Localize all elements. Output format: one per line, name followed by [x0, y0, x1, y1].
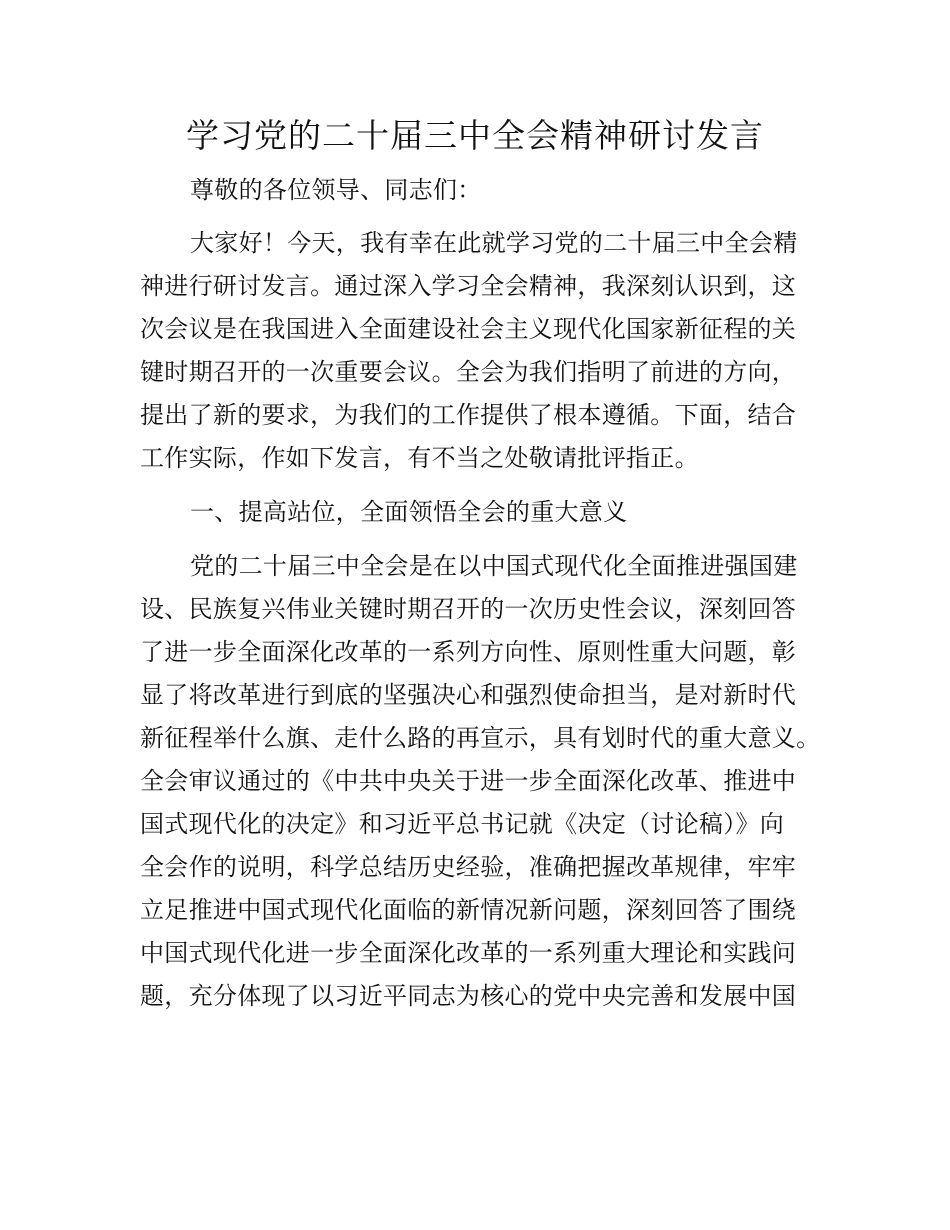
- paragraph-line: 神进行研讨发言。通过深入学习全会精神，我深刻认识到，这: [140, 272, 797, 300]
- paragraph-line: 中国式现代化进一步全面深化改革的一系列重大理论和实践问: [140, 939, 797, 967]
- paragraph-line: 党的二十届三中全会是在以中国式现代化全面推进强国建: [190, 552, 798, 580]
- paragraph-line: 大家好！今天，我有幸在此就学习党的二十届三中全会精: [190, 229, 798, 257]
- paragraph-line: 全会作的说明，科学总结历史经验，准确把握改革规律，牢牢: [140, 853, 797, 881]
- paragraph-line: 次会议是在我国进入全面建设社会主义现代化国家新征程的关: [140, 315, 797, 343]
- paragraph-line: 了进一步全面深化改革的一系列方向性、原则性重大问题，彰: [140, 638, 797, 666]
- paragraph-line: 国式现代化的决定》和习近平总书记就《决定（讨论稿）》向: [140, 810, 785, 838]
- paragraph-line: 工作实际，作如下发言，有不当之处敬请批评指正。: [140, 444, 699, 472]
- section-heading: 一、提高站位，全面领悟全会的重大意义: [190, 498, 628, 526]
- paragraph-line: 设、民族复兴伟业关键时期召开的一次历史性会议，深刻回答: [140, 595, 797, 623]
- paragraph-line: 键时期召开的一次重要会议。全会为我们指明了前进的方向，: [140, 358, 797, 386]
- paragraph-line: 立足推进中国式现代化面临的新情况新问题，深刻回答了围绕: [140, 896, 797, 924]
- paragraph-line: 全会审议通过的《中共中央关于进一步全面深化改革、推进中: [140, 767, 797, 795]
- paragraph-line: 新征程举什么旗、走什么路的再宣示，具有划时代的重大意义。: [140, 724, 821, 752]
- document-title: 学习党的二十届三中全会精神研讨发言: [186, 116, 764, 155]
- paragraph-line: 提出了新的要求，为我们的工作提供了根本遵循。下面，结合: [140, 401, 797, 429]
- paragraph-line: 显了将改革进行到底的坚强决心和强烈使命担当，是对新时代: [140, 681, 797, 709]
- salutation: 尊敬的各位领导、同志们：: [190, 176, 482, 204]
- paragraph-line: 题，充分体现了以习近平同志为核心的党中央完善和发展中国: [140, 982, 797, 1010]
